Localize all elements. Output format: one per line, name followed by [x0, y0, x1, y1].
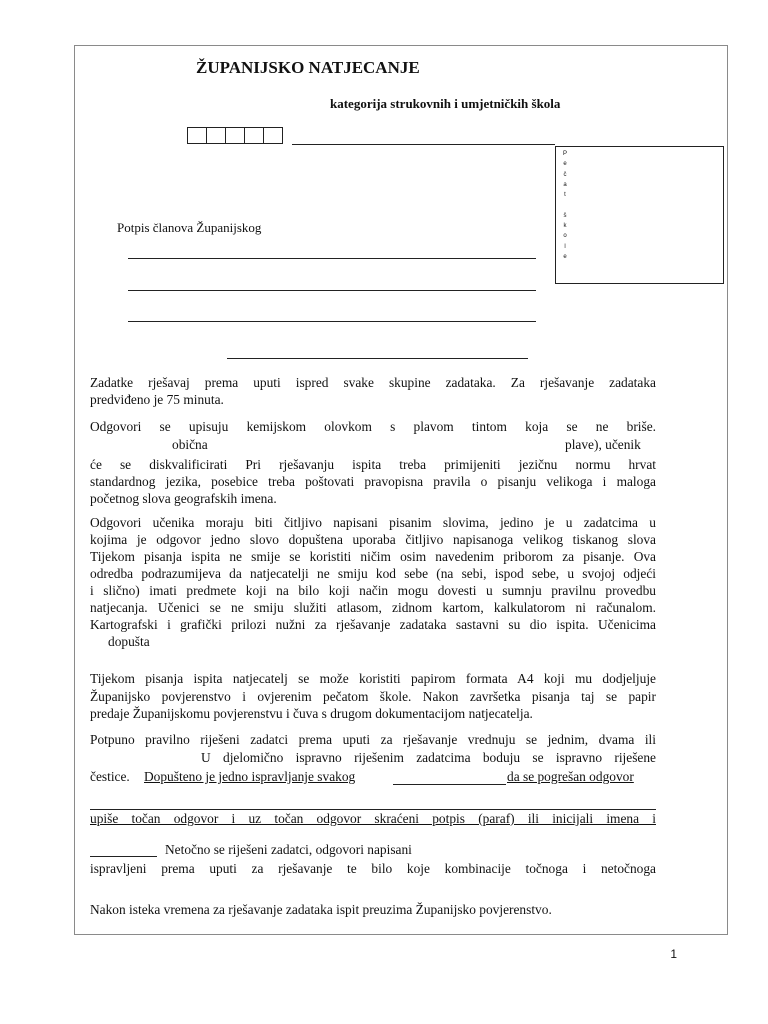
signature-line	[128, 258, 536, 259]
body-line: i slično) imati predmete koji na bilo koji način mogu dovesti u sumnju pravilnu provedbu	[90, 583, 656, 598]
body-line: standardnog jezika, posebice treba poštovati pravopisna pravila o pisanju velikoga i maloga	[90, 474, 656, 489]
page-number: 1	[670, 947, 677, 961]
body-fragment: Netočno se riješeni zadatci, odgovori napisani	[165, 842, 412, 857]
body-line: ispravljeni prema uputi za rješavanje te bilo koje kombinacije točnoga i netočnoga	[90, 861, 656, 876]
stamp-letter: k	[563, 223, 567, 230]
body-line: predviđeno je 75 minuta.	[90, 392, 224, 407]
body-line: kojima je odgovor jedno slovo dopuštena uporaba čitljivo napisanoga velikog tiskanog slova	[90, 532, 656, 547]
body-fragment: dopušta	[108, 634, 150, 649]
stamp-letter: o	[563, 233, 567, 240]
body-line: predaje Županijskomu povjerenstvu i čuva s drugom dokumentacijom natjecatelja.	[90, 706, 533, 721]
body-fragment: U djelomično ispravno riješenim zadatcima boduju se ispravno riješene	[201, 750, 656, 765]
body-line: Odgovori učenika moraju biti čitljivo napisani pisanim slovima, jedino je u zadatcima u	[90, 515, 656, 530]
code-box[interactable]	[244, 127, 264, 144]
stamp-letter: a	[563, 181, 567, 188]
body-fragment: plave), učenik	[565, 437, 641, 452]
code-box[interactable]	[225, 127, 245, 144]
stamp-label	[562, 149, 568, 262]
code-line	[292, 144, 555, 145]
stamp-letter: e	[563, 161, 567, 168]
body-line: Tijekom pisanja ispita natjecatelj se može koristiti papirom formata A4 koji mu dodjeljuje	[90, 671, 656, 686]
underlined-fragment: da se pogrešan odgovor	[507, 769, 634, 784]
body-line: Potpuno pravilno riješeni zadatci prema uputi za rješavanje vrednuju se jednim, dvama ili	[90, 732, 656, 747]
body-line: Županijsko povjerenstvo i ovjerenim pečatom škole. Nakon završetka pisanja taj se papir	[90, 689, 656, 704]
code-box[interactable]	[263, 127, 283, 144]
blank-line	[393, 784, 506, 785]
stamp-letter: l	[564, 243, 566, 250]
body-fragment: obična	[172, 437, 208, 452]
underlined-fragment: Dopušteno je jedno ispravljanje svakog	[144, 769, 356, 784]
body-line: početnog slova geografskih imena.	[90, 491, 277, 506]
body-line: Tijekom pisanja ispita ne smije se koristiti ničim osim navedenim priborom za pisanje. Ova	[90, 549, 656, 564]
code-boxes	[187, 127, 283, 144]
signature-label: Potpis članova Županijskog	[117, 220, 262, 235]
signature-line	[227, 358, 528, 359]
body-fragment: čestice.	[90, 769, 130, 784]
signature-line	[128, 321, 536, 322]
body-line: Odgovori se upisuju kemijskom olovkom s plavom tintom koja se ne briše.	[90, 419, 656, 434]
stamp-letter	[562, 200, 568, 210]
stamp-letter: P	[562, 151, 567, 157]
document-title: ŽUPANIJSKO NATJECANJE	[196, 58, 420, 77]
body-line: natjecanja. Učenici se ne smiju služiti atlasom, zidnom kartom, kalkulatorom ni računalom.	[90, 600, 656, 615]
body-line: Nakon isteka vremena za rješavanje zadataka ispit preuzima Županijsko povjerenstvo.	[90, 902, 552, 917]
body-line: će se diskvalificirati Pri rješavanju ispita treba primijeniti jezičnu normu hrvat	[90, 457, 656, 472]
body-line: Kartografski i grafički prilozi nužni za rješavanje zadataka sastavni su dio ispita. Učenicima	[90, 617, 656, 632]
school-stamp-box	[555, 146, 724, 284]
blank-line	[90, 856, 157, 857]
body-line: Zadatke rješavaj prema uputi ispred svake skupine zadataka. Za rješavanje zadataka	[90, 375, 656, 390]
stamp-letter: č	[563, 171, 567, 178]
code-box[interactable]	[187, 127, 207, 144]
body-line: odredba podrazumijeva da natjecatelji ne smiju kod sebe (na sebi, ispod sebe, u svojoj odjeći	[90, 566, 656, 581]
stamp-letter: e	[563, 253, 567, 260]
stamp-letter: t	[564, 192, 566, 199]
signature-line	[128, 290, 536, 291]
stamp-letter: š	[563, 212, 567, 219]
code-box[interactable]	[206, 127, 226, 144]
body-line: upiše točan odgovor i uz točan odgovor skraćeni potpis (paraf) ili inicijali imena i	[90, 811, 656, 826]
category-subtitle: kategorija strukovnih i umjetničkih škola	[330, 96, 561, 111]
